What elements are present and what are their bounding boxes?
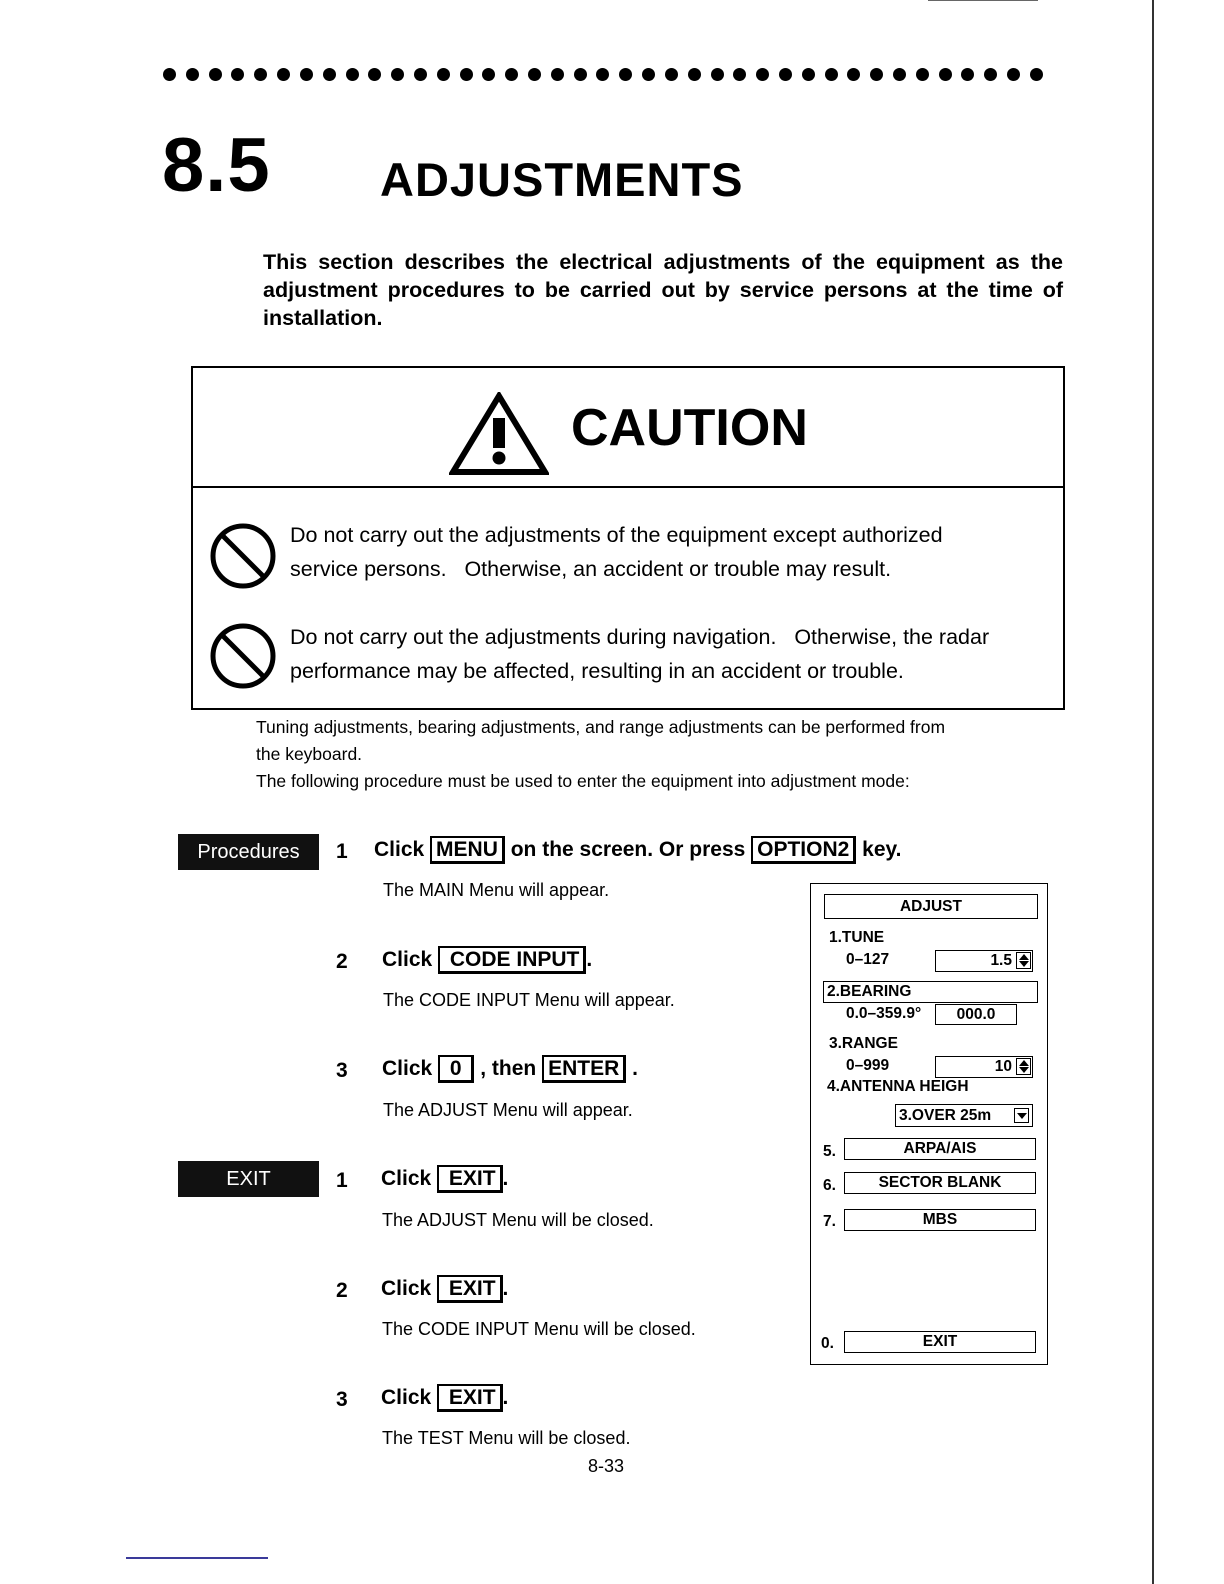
exit-step-3-desc: The TEST Menu will be closed.	[382, 1428, 631, 1448]
divider-dot	[482, 68, 495, 81]
step-text: , then	[474, 1057, 543, 1080]
divider-dot	[665, 68, 678, 81]
caution-title: CAUTION	[571, 399, 808, 457]
step-text: .	[626, 1057, 638, 1080]
caution-box	[191, 366, 1065, 710]
prohibition-icon	[209, 522, 277, 590]
divider-dot	[1007, 68, 1020, 81]
divider-dot	[619, 68, 632, 81]
bottom-rule	[126, 1557, 268, 1559]
exit-step-number: 1	[336, 1169, 348, 1192]
divider-dot	[300, 68, 313, 81]
procedure-step-3	[382, 1057, 638, 1081]
bearing-range: 0.0–359.9°	[846, 1005, 922, 1022]
prohibition-icon	[209, 622, 277, 690]
page-number: 8-33	[588, 1456, 625, 1476]
step-text: .	[586, 948, 593, 971]
caution-message-2-line-1: Do not carry out the adjustments during navigation. Otherwise, the radar	[290, 625, 990, 649]
procedure-step-number: 3	[336, 1059, 348, 1082]
step-text: Click	[382, 1057, 439, 1080]
step-text: Click	[381, 1386, 438, 1409]
body-line-1: Tuning adjustments, bearing adjustments, and range adjustments can be performed from	[256, 717, 946, 737]
caution-message-2-line-2: performance may be affected, resulting in an accident or trouble.	[290, 659, 904, 683]
exit-step-number: 3	[336, 1388, 348, 1411]
step-text: Click	[381, 1277, 438, 1300]
caution-message-1	[290, 518, 1050, 586]
tune-label: 1.TUNE	[829, 929, 885, 946]
divider-dot	[688, 68, 701, 81]
spinner-arrows-icon[interactable]	[1016, 1058, 1031, 1075]
item-7-number: 7.	[823, 1213, 836, 1230]
mbs-button[interactable]: MBS	[844, 1209, 1036, 1231]
tune-range: 0–127	[846, 951, 890, 968]
procedure-step-2	[382, 948, 592, 972]
divider-dot	[277, 68, 290, 81]
option2-key[interactable]: OPTION2	[751, 836, 856, 864]
procedure-step-number: 1	[336, 840, 348, 863]
sector-blank-button[interactable]: SECTOR BLANK	[844, 1172, 1036, 1194]
step-text: Click	[382, 948, 439, 971]
bearing-label: 2.BEARING	[827, 983, 912, 1000]
divider-dot	[642, 68, 655, 81]
divider-dot	[802, 68, 815, 81]
divider-dot	[460, 68, 473, 81]
bearing-item[interactable]	[823, 981, 1038, 1003]
caution-message-2	[290, 620, 1050, 688]
step-text: Click	[374, 838, 431, 861]
caution-message-1-line-2: service persons. Otherwise, an accident or trouble may result.	[290, 557, 892, 581]
dropdown-arrow-icon[interactable]	[1014, 1108, 1029, 1123]
divider-dot	[391, 68, 404, 81]
procedure-step-1-desc: The MAIN Menu will appear.	[383, 880, 610, 900]
divider-dot	[939, 68, 952, 81]
exit-step-2	[381, 1277, 508, 1301]
divider-dot	[893, 68, 906, 81]
procedure-step-3-desc: The ADJUST Menu will appear.	[383, 1100, 633, 1120]
zero-key[interactable]: 0	[438, 1055, 474, 1083]
divider-dot	[528, 68, 541, 81]
divider-dot	[186, 68, 199, 81]
divider-dot	[596, 68, 609, 81]
divider-dot	[711, 68, 724, 81]
divider-dot	[825, 68, 838, 81]
exit-step-3	[381, 1386, 508, 1410]
step-text: key.	[856, 838, 902, 861]
antenna-height-value: 3.OVER 25m	[899, 1106, 992, 1124]
procedure-step-2-desc: The CODE INPUT Menu will appear.	[383, 990, 675, 1010]
code-input-key[interactable]: CODE INPUT	[438, 946, 586, 974]
divider-dot	[733, 68, 746, 81]
divider-dot	[984, 68, 997, 81]
procedures-tag: Procedures	[178, 834, 319, 870]
adjust-title: ADJUST	[824, 894, 1038, 919]
exit-step-number: 2	[336, 1279, 348, 1302]
divider-dot	[961, 68, 974, 81]
step-text: .	[502, 1386, 509, 1409]
antenna-height-label: 4.ANTENNA HEIGH	[827, 1078, 969, 1095]
divider-dot	[323, 68, 336, 81]
warning-triangle-icon	[449, 392, 549, 476]
exit-step-1-desc: The ADJUST Menu will be closed.	[382, 1210, 654, 1230]
item-0-number: 0.	[821, 1335, 834, 1352]
step-text: Click	[381, 1167, 438, 1190]
step-text: .	[502, 1167, 509, 1190]
divider-dot	[209, 68, 222, 81]
exit-tag: EXIT	[178, 1161, 319, 1197]
item-5-number: 5.	[823, 1143, 836, 1160]
divider-dot	[1030, 68, 1043, 81]
step-text: .	[502, 1277, 509, 1300]
dot-divider	[163, 64, 1043, 84]
range-spinner[interactable]	[935, 1056, 1033, 1078]
item-6-number: 6.	[823, 1177, 836, 1194]
exit-key[interactable]: EXIT	[437, 1275, 503, 1303]
procedure-step-1	[374, 838, 901, 862]
divider-dot	[163, 68, 176, 81]
divider-dot	[574, 68, 587, 81]
divider-dot	[779, 68, 792, 81]
tune-value: 1.5	[990, 952, 1012, 969]
range-value: 10	[994, 1058, 1012, 1075]
tune-spinner[interactable]	[935, 950, 1033, 972]
adjust-menu-panel	[810, 883, 1048, 1365]
body-line-2: the keyboard.	[256, 744, 363, 764]
exit-key[interactable]: EXIT	[437, 1165, 503, 1193]
divider-dot	[414, 68, 427, 81]
spinner-arrows-icon[interactable]	[1016, 952, 1031, 969]
bearing-value[interactable]: 000.0	[935, 1004, 1017, 1025]
top-rule	[928, 0, 1038, 1]
exit-step-1	[381, 1167, 508, 1191]
section-intro: This section describes the electrical adjustments of the equipment as the adjustment procedures to be carried out by service persons at the time of installation.	[263, 250, 1063, 330]
divider-dot	[231, 68, 244, 81]
caution-message-1-line-1: Do not carry out the adjustments of the equipment except authorized	[290, 523, 943, 547]
procedure-step-number: 2	[336, 950, 348, 973]
divider-dot	[847, 68, 860, 81]
divider-dot	[756, 68, 769, 81]
divider-dot	[916, 68, 929, 81]
divider-dot	[551, 68, 564, 81]
divider-dot	[870, 68, 883, 81]
arpa-ais-button[interactable]: ARPA/AIS	[844, 1138, 1036, 1160]
divider-dot	[254, 68, 267, 81]
divider-dot	[368, 68, 381, 81]
section-number: 8.5	[162, 123, 271, 208]
caution-header	[193, 368, 1063, 488]
range-range: 0–999	[846, 1057, 890, 1074]
page-edge-line	[1152, 0, 1154, 1584]
divider-dot	[437, 68, 450, 81]
step-text: on the screen. Or press	[504, 838, 752, 861]
body-line-3: The following procedure must be used to enter the equipment into adjustment mode:	[256, 771, 910, 791]
divider-dot	[505, 68, 518, 81]
exit-step-2-desc: The CODE INPUT Menu will be closed.	[382, 1319, 696, 1339]
section-title: ADJUSTMENTS	[380, 153, 744, 206]
menu-key[interactable]: MENU	[430, 836, 505, 864]
antenna-height-select[interactable]	[895, 1104, 1033, 1127]
panel-exit-button[interactable]: EXIT	[844, 1331, 1036, 1353]
range-label: 3.RANGE	[829, 1035, 898, 1052]
divider-dot	[346, 68, 359, 81]
exit-key[interactable]: EXIT	[437, 1384, 503, 1412]
enter-key[interactable]: ENTER	[542, 1055, 626, 1083]
